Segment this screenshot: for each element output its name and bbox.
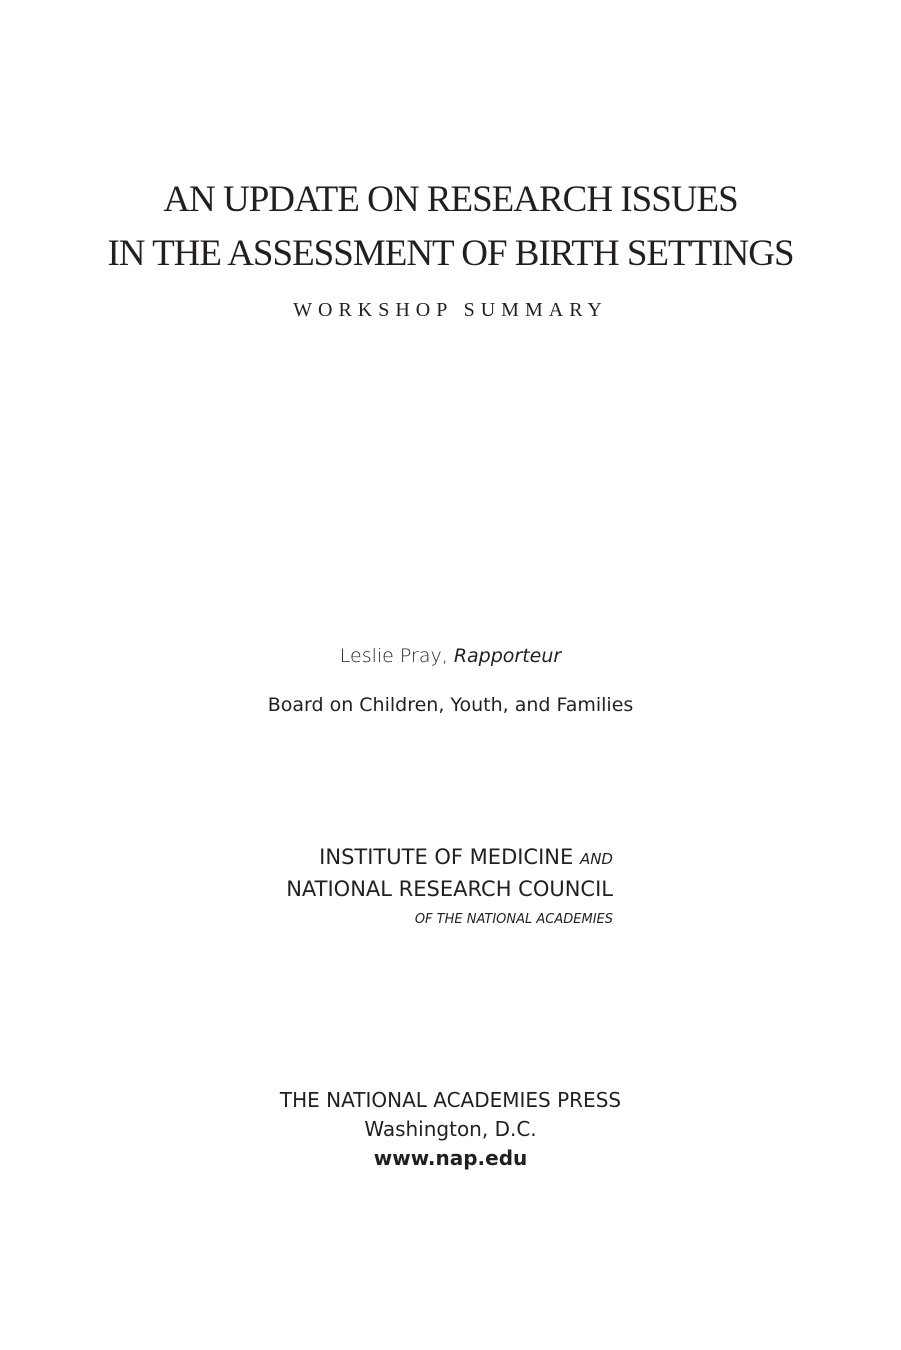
author-name: Leslie Pray,	[339, 645, 454, 667]
title-line-2: IN THE ASSESSMENT OF BIRTH SETTINGS	[107, 233, 794, 274]
title-line-1: AN UPDATE ON RESEARCH ISSUES	[163, 179, 738, 220]
board-name: Board on Children, Youth, and Families	[267, 694, 634, 716]
publisher-url: www.nap.edu	[373, 1146, 528, 1170]
institution-line-1	[319, 847, 613, 868]
institution-line-2: NATIONAL RESEARCH COUNCIL	[286, 877, 613, 901]
institution-line-3: OF THE NATIONAL ACADEMIES	[414, 912, 613, 927]
author-line	[0, 647, 901, 666]
and-conjunction: AND	[579, 850, 613, 868]
publisher-name: THE NATIONAL ACADEMIES PRESS	[279, 1088, 622, 1112]
institute-of-medicine: INSTITUTE OF MEDICINE	[319, 845, 580, 869]
publisher-city: Washington, D.C.	[364, 1117, 537, 1141]
author-role: Rapporteur	[453, 645, 562, 667]
subtitle: WORKSHOP SUMMARY	[293, 299, 608, 321]
